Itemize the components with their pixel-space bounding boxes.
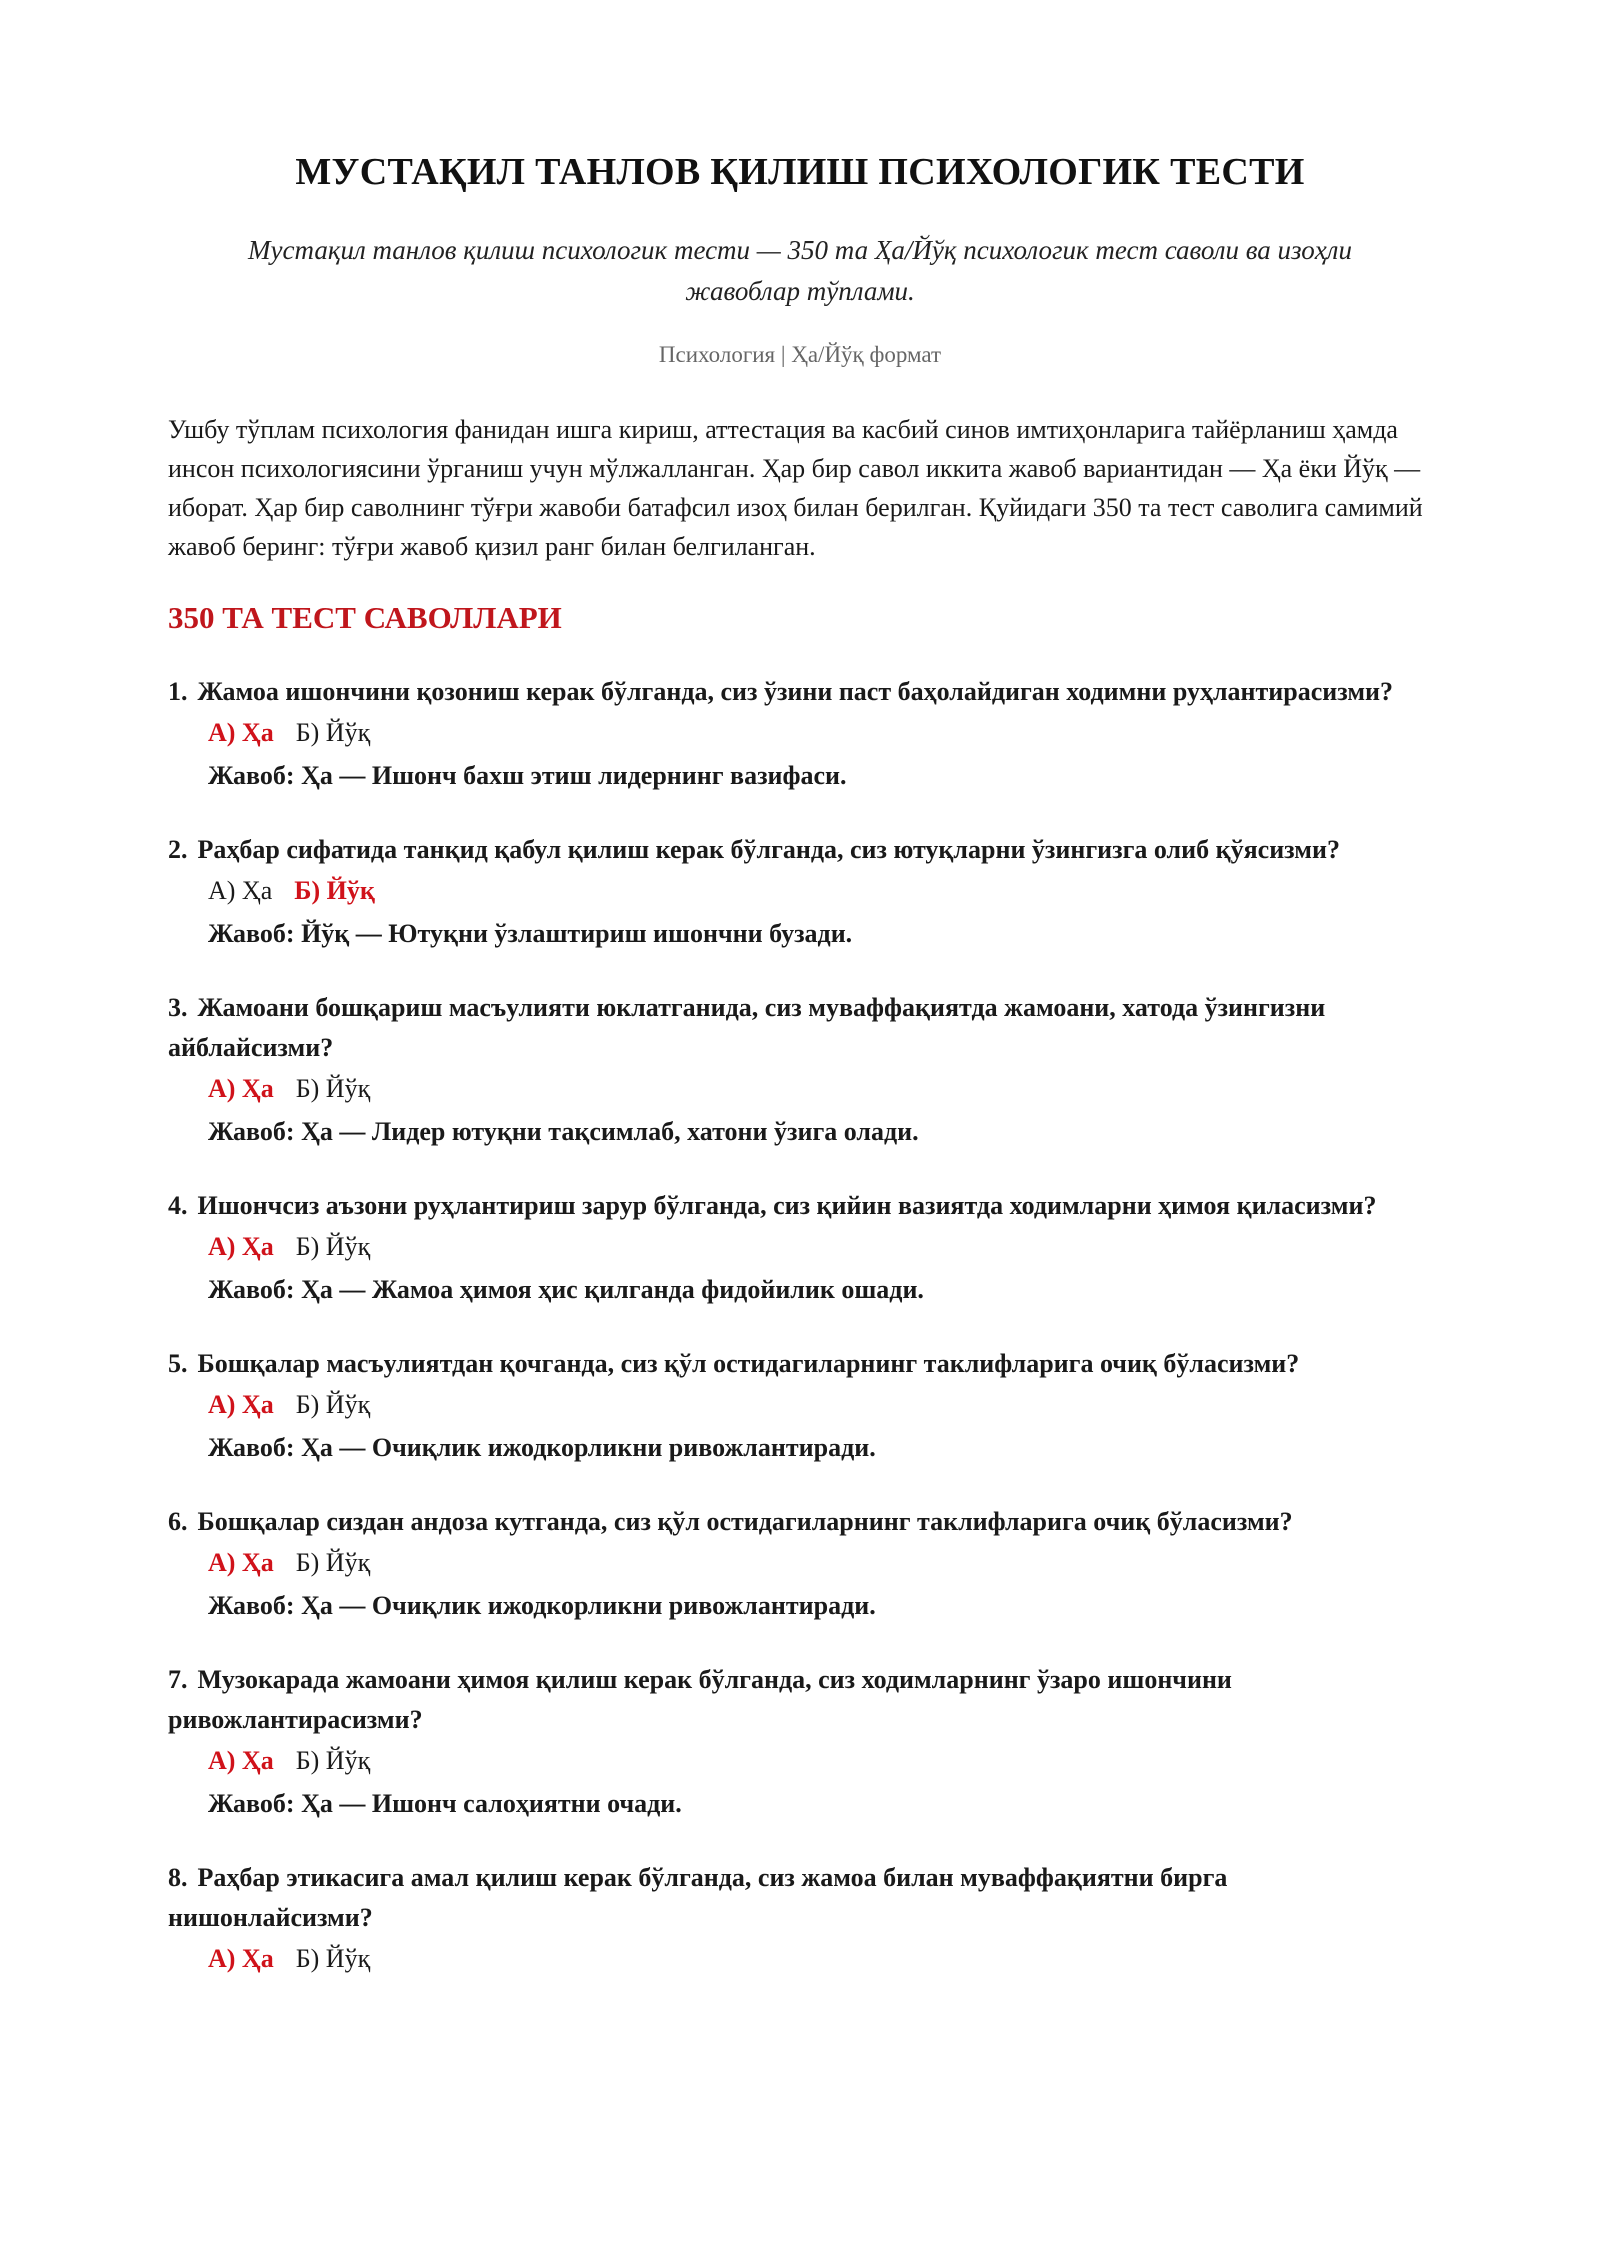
question-item (168, 830, 1432, 954)
question-text (168, 1858, 1432, 1938)
answer-options (208, 1226, 1432, 1268)
question-text (168, 830, 1432, 870)
answer-options (208, 1938, 1432, 1980)
option-b: Б) Йўқ (295, 1548, 371, 1577)
question-body: Бошқалар сиздан андоза кутганда, сиз қўл остидагиларнинг таклифларига очиқ бўласизми? (197, 1507, 1293, 1536)
question-item (168, 1858, 1432, 1980)
answer-options (208, 1384, 1432, 1426)
answer-explanation: Жавоб: Ҳа — Лидер ютуқни тақсимлаб, хатони ўзига олади. (208, 1117, 919, 1146)
question-body: Ишончсиз аъзони руҳлантириш зарур бўлганда, сиз қийин вазиятда ходимларни ҳимоя қиласизми? (197, 1191, 1377, 1220)
question-body: Раҳбар этикасига амал қилиш керак бўлганда, сиз жамоа билан муваффақиятни бирга нишонлайсизми? (168, 1863, 1228, 1932)
option-b: Б) Йўқ (295, 1944, 371, 1973)
answer-explanation: Жавоб: Ҳа — Очиқлик ижодкорликни ривожлантиради. (208, 1433, 876, 1462)
answer-options (208, 1542, 1432, 1584)
question-item (168, 1344, 1432, 1468)
option-a: А) Ҳа (208, 718, 274, 747)
question-number: 7. (168, 1665, 188, 1694)
question-item (168, 1660, 1432, 1824)
question-body: Музокарада жамоани ҳимоя қилиш керак бўлганда, сиз ходимларнинг ўзаро ишончини ривожлантирасизми? (168, 1665, 1232, 1734)
option-b: Б) Йўқ (295, 718, 371, 747)
option-a: А) Ҳа (208, 1390, 274, 1419)
option-a: А) Ҳа (208, 1746, 274, 1775)
option-a: А) Ҳа (208, 876, 273, 905)
question-number: 6. (168, 1507, 188, 1536)
question-number: 2. (168, 835, 188, 864)
answer-options (208, 712, 1432, 754)
answer-options (208, 1740, 1432, 1782)
question-text (168, 1502, 1432, 1542)
question-item (168, 672, 1432, 796)
question-number: 3. (168, 993, 188, 1022)
option-b: Б) Йўқ (295, 1074, 371, 1103)
document-meta: Психология | Ҳа/Йўқ формат (658, 342, 942, 367)
option-a: А) Ҳа (208, 1944, 274, 1973)
answer-explanation: Жавоб: Ҳа — Ишонч салоҳиятни очади. (208, 1789, 682, 1818)
question-item (168, 988, 1432, 1152)
document-subtitle: Мустақил танлов қилиш психологик тести — 350 та Ҳа/Йўқ психологик тест саволи ва изоҳли жавоблар тўплами. (248, 235, 1352, 306)
question-list (168, 672, 1432, 1980)
document-title: МУСТАҚИЛ ТАНЛОВ ҚИЛИШ ПСИХОЛОГИК ТЕСТИ (295, 151, 1305, 193)
question-number: 5. (168, 1349, 188, 1378)
section-heading: 350 ТА ТЕСТ САВОЛЛАРИ (168, 600, 562, 635)
answer-explanation: Жавоб: Ҳа — Ишонч бахш этиш лидернинг вазифаси. (208, 761, 847, 790)
option-a: А) Ҳа (208, 1548, 274, 1577)
intro-paragraph: Ушбу тўплам психология фанидан ишга кириш, аттестация ва касбий синов имтиҳонларига тайёрланиш ҳамда инсон психологиясини ўрганиш учун мўлжалланган. Ҳар бир савол иккита жавоб вариантидан — Ҳа ёки Йўқ — иборат. Ҳар бир саволнинг тўғри жавоби батафсил изоҳ билан берилган. Қуйидаги 350 та тест саволига самимий жавоб беринг: тўғри жавоб қизил ранг билан белгиланган. (168, 415, 1423, 561)
answer-explanation: Жавоб: Йўқ — Ютуқни ўзлаштириш ишончни бузади. (208, 919, 853, 948)
option-b: Б) Йўқ (295, 1390, 371, 1419)
question-text (168, 1186, 1432, 1226)
option-a: А) Ҳа (208, 1074, 274, 1103)
question-item (168, 1502, 1432, 1626)
answer-explanation: Жавоб: Ҳа — Жамоа ҳимоя ҳис қилганда фидойилик ошади. (208, 1275, 924, 1304)
question-number: 1. (168, 677, 188, 706)
question-number: 4. (168, 1191, 188, 1220)
question-body: Жамоа ишончини қозониш керак бўлганда, сиз ўзини паст баҳолайдиган ходимни руҳлантирасизми? (197, 677, 1394, 706)
question-text (168, 988, 1432, 1068)
option-b: Б) Йўқ (295, 1232, 371, 1261)
question-body: Бошқалар масъулиятдан қочганда, сиз қўл остидагиларнинг таклифларига очиқ бўласизми? (197, 1349, 1300, 1378)
answer-options (208, 1068, 1432, 1110)
answer-explanation: Жавоб: Ҳа — Очиқлик ижодкорликни ривожлантиради. (208, 1591, 876, 1620)
question-body: Жамоани бошқариш масъулияти юклатганида, сиз муваффақиятда жамоани, хатода ўзингизни айблайсизми? (168, 993, 1326, 1062)
option-a: А) Ҳа (208, 1232, 274, 1261)
answer-options (208, 870, 1432, 912)
question-number: 8. (168, 1863, 188, 1892)
option-b: Б) Йўқ (294, 876, 375, 905)
question-text (168, 1344, 1432, 1384)
option-b: Б) Йўқ (295, 1746, 371, 1775)
question-text (168, 1660, 1432, 1740)
question-body: Раҳбар сифатида танқид қабул қилиш керак бўлганда, сиз ютуқларни ўзингизга олиб қўясизми? (197, 835, 1340, 864)
question-text (168, 672, 1432, 712)
question-item (168, 1186, 1432, 1310)
